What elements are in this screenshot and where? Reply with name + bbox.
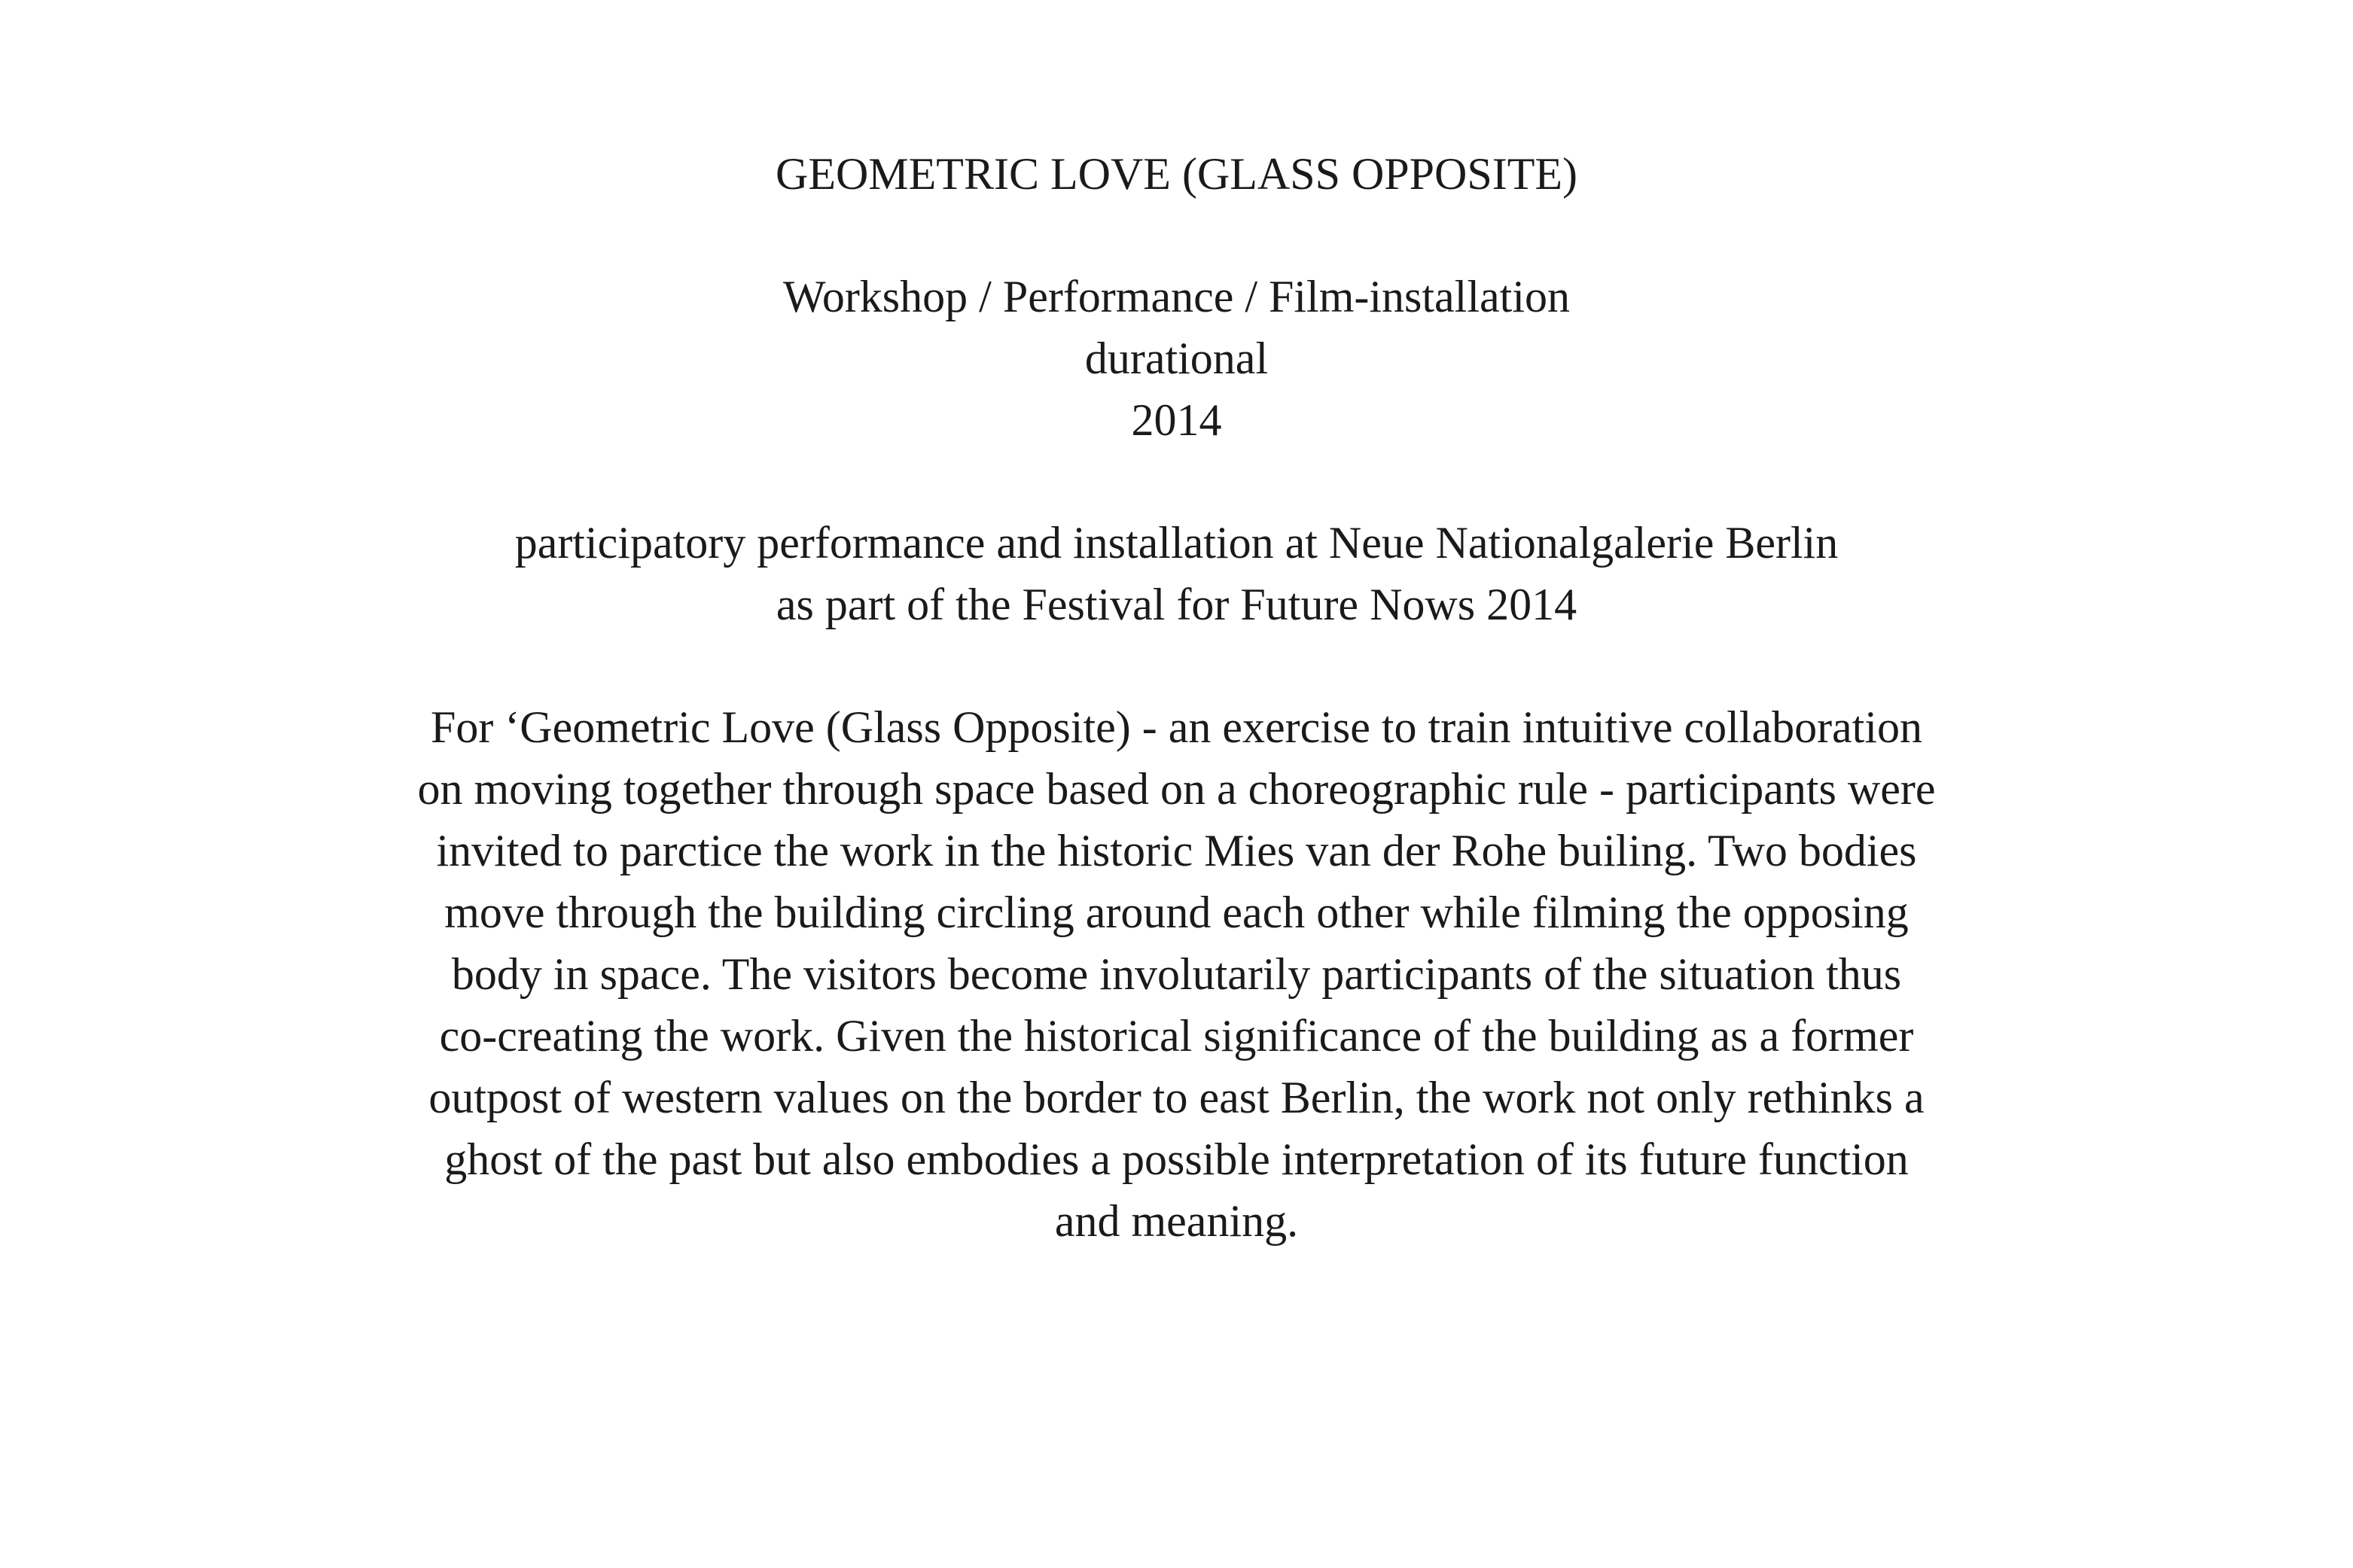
description-line: and meaning.	[1054, 1196, 1299, 1246]
description-line: ghost of the past but also embodies a possible interpretation of its future function	[444, 1134, 1909, 1184]
venue-line-2: as part of the Festival for Future Nows 2014	[776, 580, 1577, 629]
description-line: move through the building circling around each other while filming the opposing	[444, 888, 1909, 937]
work-year: 2014	[1131, 395, 1222, 445]
work-duration: durational	[1084, 333, 1269, 383]
description-line: on moving together through space based on a choreographic rule - participants were	[417, 764, 1936, 814]
description-line: outpost of western values on the border to east Berlin, the work not only rethinks a	[428, 1073, 1925, 1122]
description-line: co-creating the work. Given the historical significance of the building as a former	[439, 1011, 1914, 1061]
description-line: body in space. The visitors become involutarily participants of the situation thus	[451, 949, 1902, 999]
document-title: GEOMETRIC LOVE (GLASS OPPOSITE)	[776, 149, 1577, 199]
description-line: For ‘Geometric Love (Glass Opposite) - an exercise to train intuitive collaboration	[430, 702, 1923, 752]
work-type: Workshop / Performance / Film-installation	[783, 272, 1570, 321]
description-line: invited to parctice the work in the historic Mies van der Rohe builing. Two bodies	[436, 826, 1917, 875]
venue-line-1: participatory performance and installation at Neue Nationalgalerie Berlin	[514, 518, 1839, 568]
